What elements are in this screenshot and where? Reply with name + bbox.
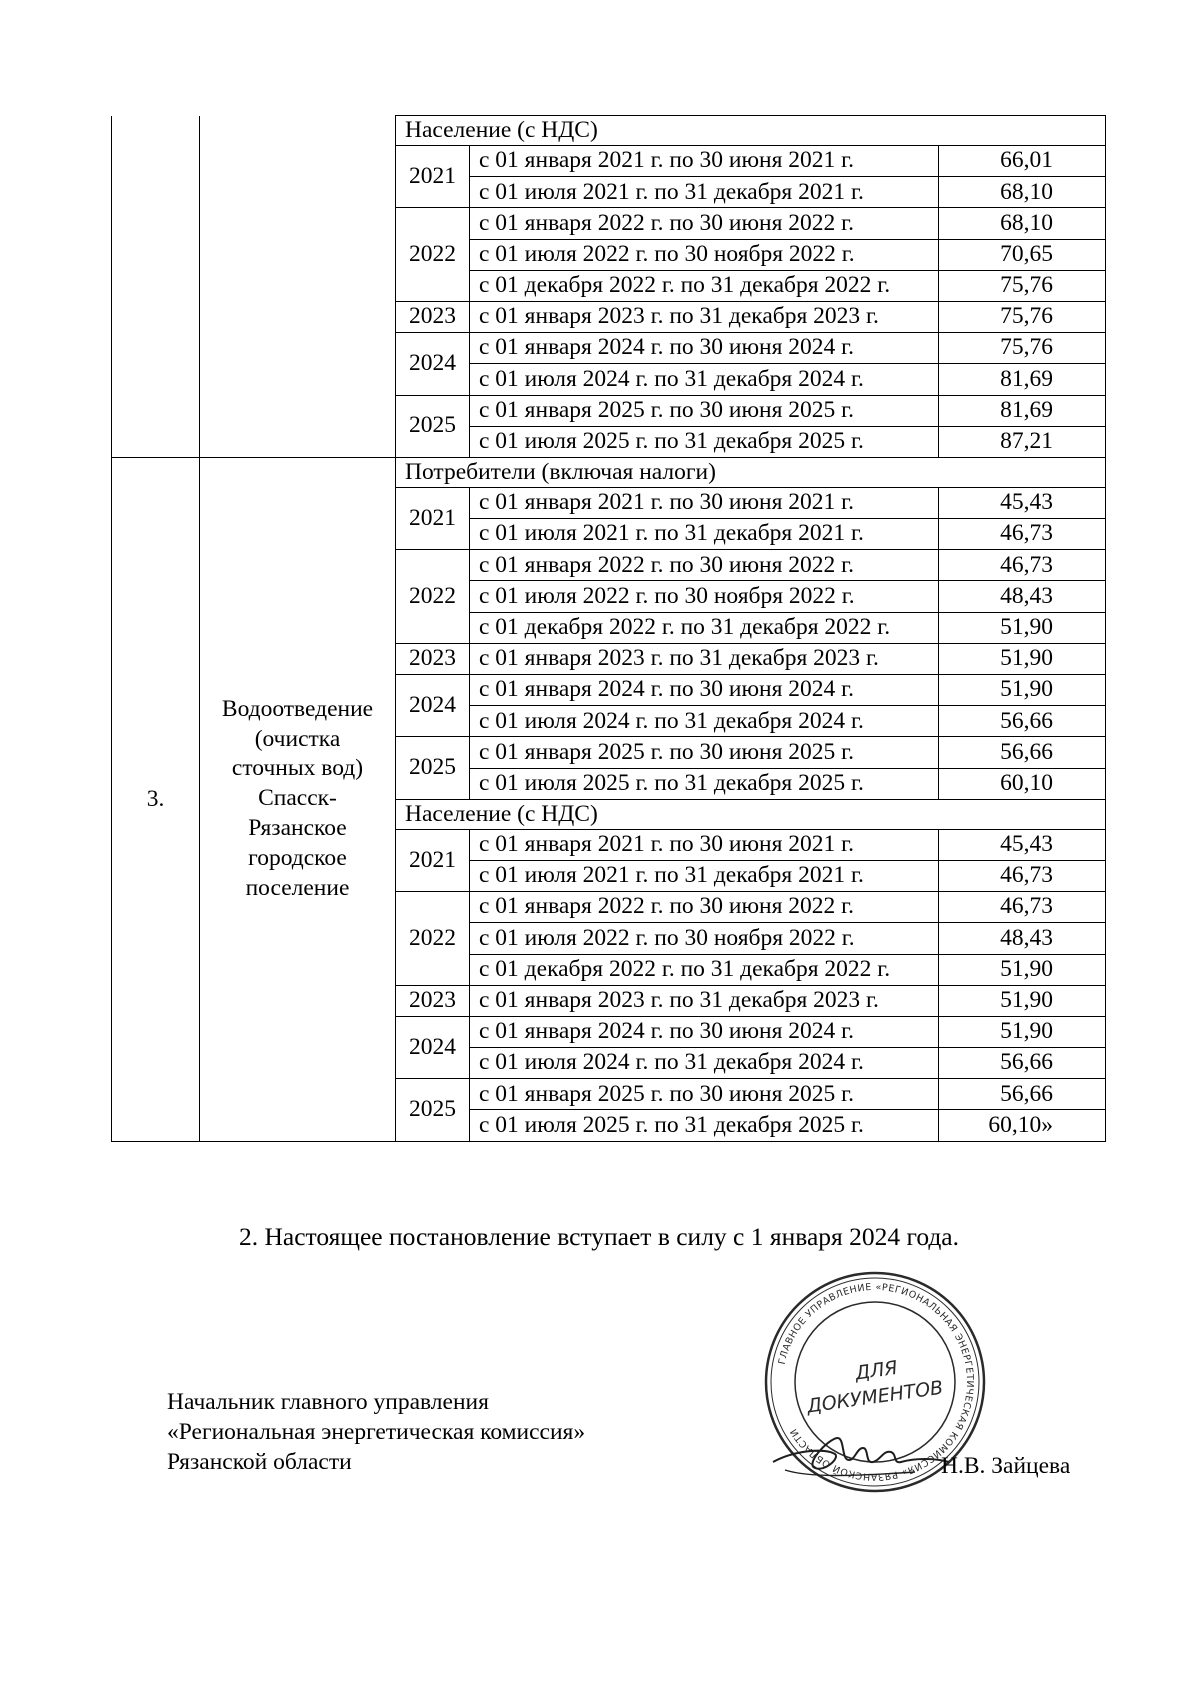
tariff-value-cell: 51,90 — [939, 1016, 1106, 1047]
service-name-line: (очистка — [254, 725, 341, 752]
position-line: Начальник главного управления — [167, 1389, 489, 1415]
service-name — [200, 457, 396, 1141]
period-cell: с 01 января 2022 г. по 30 июня 2022 г. — [470, 550, 939, 581]
tariff-value-cell: 51,90 — [939, 985, 1106, 1016]
tariff-value-cell: 75,76 — [939, 301, 1106, 332]
position-line: Рязанской области — [167, 1449, 352, 1476]
year-cell: 2023 — [396, 985, 470, 1016]
period-cell: с 01 января 2021 г. по 30 июня 2021 г. — [470, 487, 939, 518]
handwritten-signature — [765, 1420, 955, 1495]
tariff-value-cell: 48,43 — [939, 923, 1106, 954]
year-cell: 2021 — [396, 829, 470, 891]
tariff-value-cell: 51,90 — [939, 643, 1106, 674]
period-cell: с 01 июля 2024 г. по 31 декабря 2024 г. — [470, 1048, 939, 1079]
year-cell: 2025 — [396, 1079, 470, 1141]
empty-cell — [112, 116, 200, 458]
group-header: Население (с НДС) — [396, 799, 1106, 829]
group-header-row — [112, 457, 1106, 487]
period-cell: с 01 января 2024 г. по 30 июня 2024 г. — [470, 1016, 939, 1047]
period-cell: с 01 декабря 2022 г. по 31 декабря 2022 г. — [470, 270, 939, 301]
group-header: Население (с НДС) — [396, 116, 1106, 146]
stamp-center-line: ДОКУМЕНТОВ — [805, 1376, 945, 1418]
tariff-value-cell: 68,10 — [939, 177, 1106, 208]
stamp-ring-text: ГЛАВНОЕ УПРАВЛЕНИЕ «РЕГИОНАЛЬНАЯ ЭНЕРГЕТИЧЕСКАЯ КОМИССИЯ» РЯЗАНСКОЙ ОБЛАСТИ — [776, 1281, 976, 1483]
service-name-line: Спасск- — [258, 785, 337, 812]
period-cell: с 01 января 2023 г. по 31 декабря 2023 г. — [470, 643, 939, 674]
tariff-value-cell: 46,73 — [939, 519, 1106, 550]
tariff-value-cell: 66,01 — [939, 146, 1106, 177]
tariff-value-cell: 81,69 — [939, 395, 1106, 426]
period-cell: с 01 июля 2025 г. по 31 декабря 2025 г. — [470, 768, 939, 799]
tariff-value-cell: 48,43 — [939, 581, 1106, 612]
tariff-value-cell: 60,10» — [939, 1110, 1106, 1141]
tariff-value-cell: 45,43 — [939, 829, 1106, 860]
period-cell: с 01 января 2023 г. по 31 декабря 2023 г. — [470, 985, 939, 1016]
year-cell: 2024 — [396, 333, 470, 395]
period-cell: с 01 января 2025 г. по 30 июня 2025 г. — [470, 1079, 939, 1110]
period-cell: с 01 июля 2021 г. по 31 декабря 2021 г. — [470, 519, 939, 550]
period-cell: с 01 июля 2021 г. по 31 декабря 2021 г. — [470, 177, 939, 208]
group-header: Потребители (включая налоги) — [396, 457, 1106, 487]
tariff-value-cell: 75,76 — [939, 333, 1106, 364]
period-cell: с 01 июля 2025 г. по 31 декабря 2025 г. — [470, 1110, 939, 1141]
period-cell: с 01 января 2025 г. по 30 июня 2025 г. — [470, 737, 939, 768]
tariff-value-cell: 56,66 — [939, 1048, 1106, 1079]
tariff-value-cell: 75,76 — [939, 270, 1106, 301]
tariff-value-cell: 45,43 — [939, 487, 1106, 518]
service-name-line: Водоотведение — [221, 695, 374, 722]
tariff-value-cell: 46,73 — [939, 550, 1106, 581]
tariff-value-cell: 56,66 — [939, 737, 1106, 768]
signatory-name: Н.В. Зайцева — [941, 1453, 1071, 1479]
period-cell: с 01 декабря 2022 г. по 31 декабря 2022 г. — [470, 612, 939, 643]
period-cell: с 01 июля 2024 г. по 31 декабря 2024 г. — [470, 706, 939, 737]
year-cell: 2023 — [396, 301, 470, 332]
entry-number: 3. — [112, 457, 200, 1141]
period-cell: с 01 июля 2022 г. по 30 ноября 2022 г. — [470, 581, 939, 612]
tariff-value-cell: 56,66 — [939, 706, 1106, 737]
tariff-value-cell: 56,66 — [939, 1079, 1106, 1110]
period-cell: с 01 июля 2025 г. по 31 декабря 2025 г. — [470, 426, 939, 457]
service-name-line: Рязанское — [248, 815, 347, 842]
tariff-value-cell: 70,65 — [939, 239, 1106, 270]
tariff-value-cell: 51,90 — [939, 612, 1106, 643]
year-cell: 2025 — [396, 737, 470, 799]
group-header-row — [112, 116, 1106, 146]
year-cell: 2024 — [396, 675, 470, 737]
tariff-value-cell: 60,10 — [939, 768, 1106, 799]
stamp-center-line: ДЛЯ — [853, 1356, 899, 1385]
period-cell: с 01 января 2021 г. по 30 июня 2021 г. — [470, 146, 939, 177]
tariff-table — [111, 115, 1106, 1142]
position-line: «Региональная энергетическая комиссия» — [167, 1419, 586, 1446]
period-cell: с 01 декабря 2022 г. по 31 декабря 2022 г. — [470, 954, 939, 985]
tariff-value-cell: 81,69 — [939, 364, 1106, 395]
year-cell: 2021 — [396, 487, 470, 549]
year-cell: 2024 — [396, 1016, 470, 1078]
year-cell: 2022 — [396, 892, 470, 986]
year-cell: 2021 — [396, 146, 470, 208]
period-cell: с 01 июля 2022 г. по 30 ноября 2022 г. — [470, 923, 939, 954]
tariff-value-cell: 51,90 — [939, 954, 1106, 985]
year-cell: 2023 — [396, 643, 470, 674]
period-cell: с 01 января 2024 г. по 30 июня 2024 г. — [470, 675, 939, 706]
year-cell: 2022 — [396, 550, 470, 644]
year-cell: 2025 — [396, 395, 470, 457]
period-cell: с 01 июля 2024 г. по 31 декабря 2024 г. — [470, 364, 939, 395]
service-name-line: поселение — [245, 874, 350, 901]
period-cell: с 01 января 2024 г. по 30 июня 2024 г. — [470, 333, 939, 364]
period-cell: с 01 января 2025 г. по 30 июня 2025 г. — [470, 395, 939, 426]
period-cell: с 01 января 2023 г. по 31 декабря 2023 г. — [470, 301, 939, 332]
period-cell: с 01 января 2021 г. по 30 июня 2021 г. — [470, 829, 939, 860]
period-cell: с 01 июля 2022 г. по 30 ноября 2022 г. — [470, 239, 939, 270]
tariff-value-cell: 46,73 — [939, 892, 1106, 923]
effective-date-clause: 2. Настоящее постановление вступает в силу с 1 января 2024 года. — [239, 1222, 960, 1251]
year-cell: 2022 — [396, 208, 470, 302]
tariff-value-cell: 87,21 — [939, 426, 1106, 457]
tariff-value-cell: 51,90 — [939, 675, 1106, 706]
tariff-value-cell: 68,10 — [939, 208, 1106, 239]
service-name-line: городское — [248, 845, 347, 872]
period-cell: с 01 января 2022 г. по 30 июня 2022 г. — [470, 208, 939, 239]
period-cell: с 01 июля 2021 г. по 31 декабря 2021 г. — [470, 860, 939, 891]
period-cell: с 01 января 2022 г. по 30 июня 2022 г. — [470, 892, 939, 923]
empty-cell — [200, 116, 396, 458]
service-name-line: сточных вод) — [231, 755, 364, 782]
signatory-position — [167, 1387, 585, 1477]
tariff-value-cell: 46,73 — [939, 860, 1106, 891]
